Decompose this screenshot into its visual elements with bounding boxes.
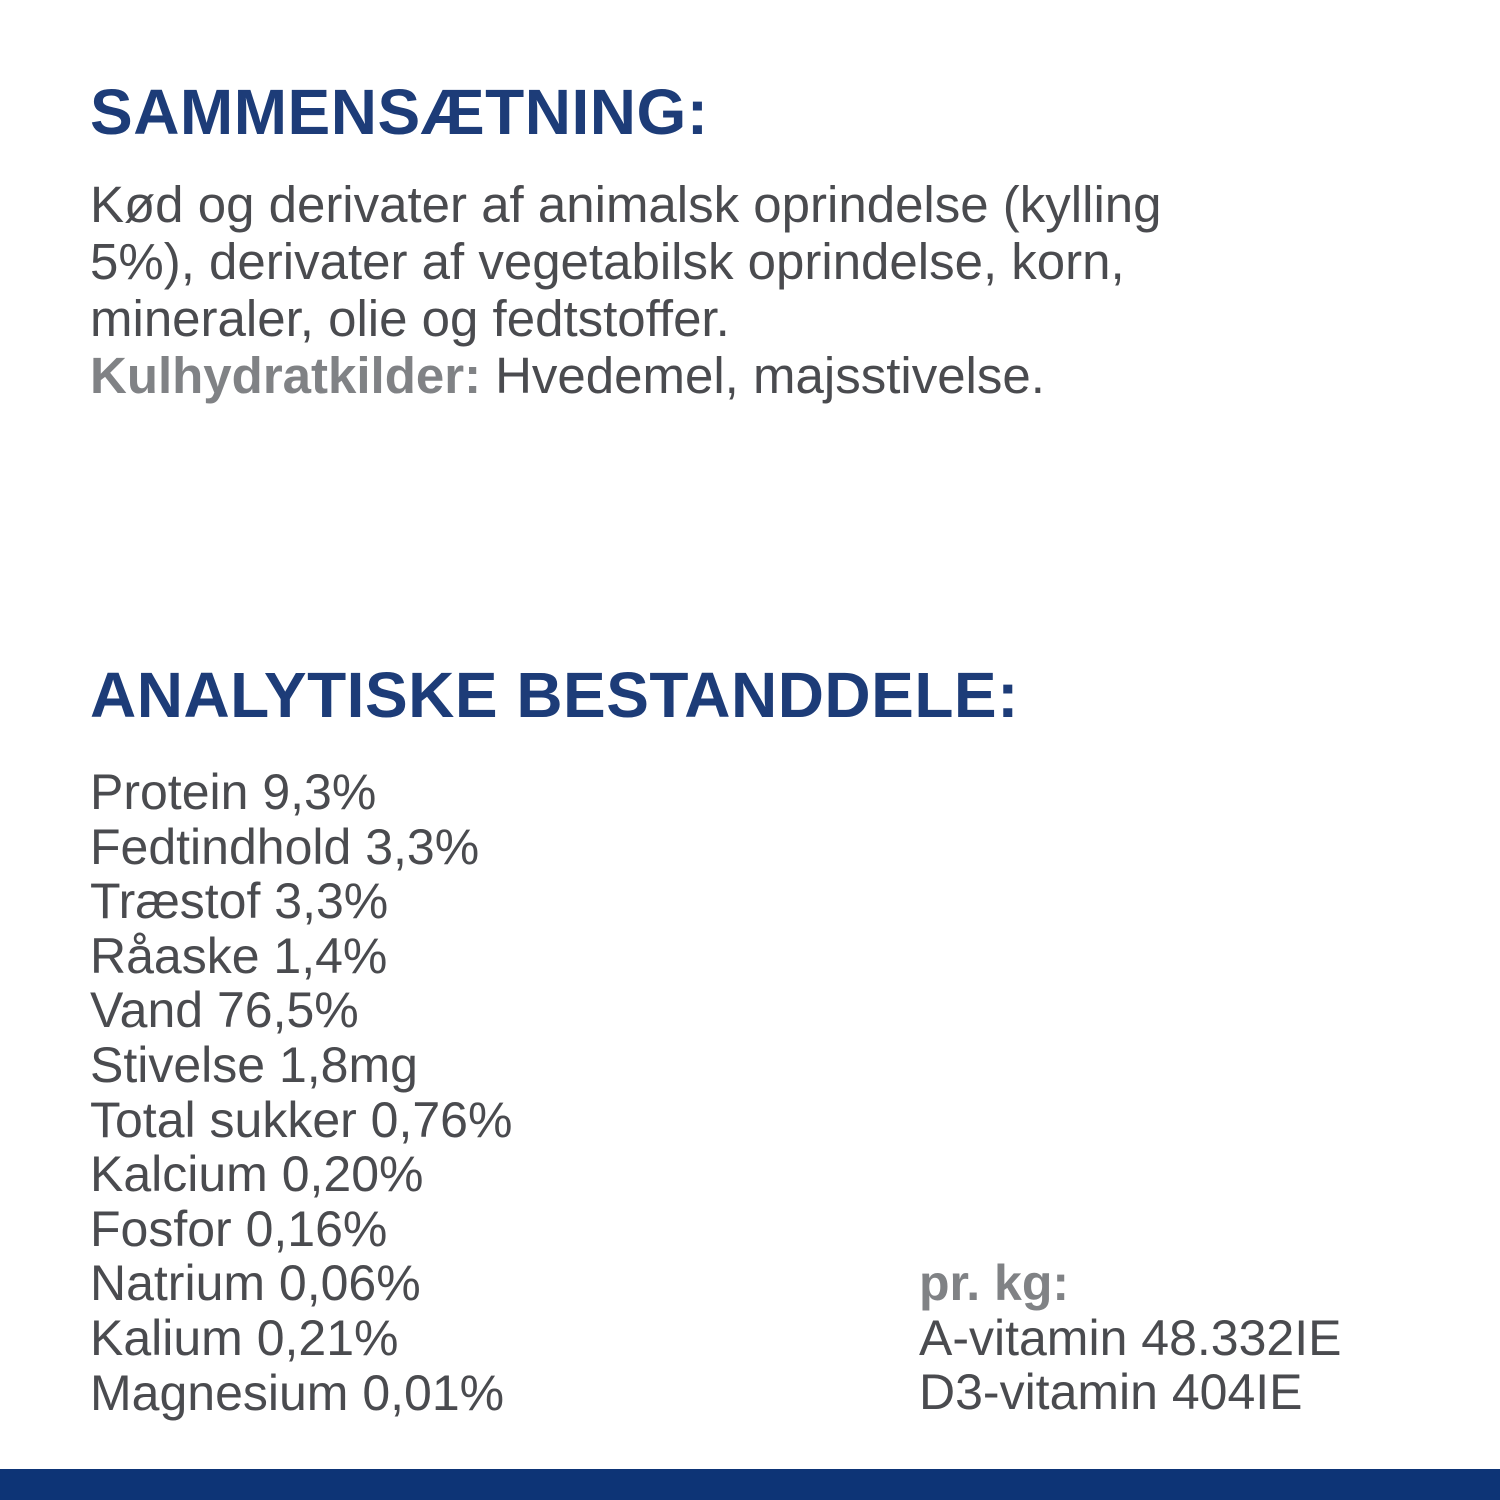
- vitamin-d3-line: D3-vitamin 404IE: [919, 1364, 1303, 1421]
- per-kg-label: pr. kg:: [919, 1255, 1070, 1311]
- vitamin-a-line: A-vitamin 48.332IE: [919, 1309, 1342, 1366]
- nutrient-item-phosphorus: Fosfor 0,16%: [90, 1200, 388, 1257]
- composition-text: [90, 176, 1162, 404]
- composition-title: SAMMENSÆTNING:: [90, 76, 709, 148]
- composition-line: 5%), derivater af vegetabilsk oprindelse, korn,: [90, 233, 1125, 290]
- nutrient-item-potassium: Kalium 0,21%: [90, 1309, 399, 1366]
- analysis-list: [90, 765, 512, 1420]
- carbohydrate-sources-line: [90, 347, 1162, 404]
- nutrient-item-protein: Protein 9,3%: [90, 764, 377, 820]
- nutrient-item-water: Vand 76,5%: [90, 982, 359, 1039]
- composition-line: mineraler, olie og fedtstoffer.: [90, 290, 730, 347]
- carbohydrate-sources-value: Hvedemel, majsstivelse.: [495, 347, 1045, 404]
- nutrient-item-magnesium: Magnesium 0,01%: [90, 1364, 505, 1421]
- carbohydrate-sources-label: Kulhydratkilder:: [90, 347, 482, 404]
- nutrient-item-total-sugar: Total sukker 0,76%: [90, 1091, 513, 1148]
- nutrient-item-starch: Stivelse 1,8mg: [90, 1036, 418, 1093]
- nutrient-item-calcium: Kalcium 0,20%: [90, 1146, 424, 1203]
- nutrient-item-ash: Råaske 1,4%: [90, 927, 388, 984]
- footer-accent-bar: [0, 1469, 1500, 1500]
- analysis-title: ANALYTISKE BESTANDDELE:: [90, 659, 1019, 731]
- nutrient-item-fat: Fedtindhold 3,3%: [90, 818, 480, 875]
- composition-line: Kød og derivater af animalsk oprindelse (kylling: [90, 176, 1162, 233]
- nutrient-item-fibre: Træstof 3,3%: [90, 873, 389, 930]
- per-kg-block: [919, 1256, 1341, 1420]
- nutrient-item-sodium: Natrium 0,06%: [90, 1255, 421, 1312]
